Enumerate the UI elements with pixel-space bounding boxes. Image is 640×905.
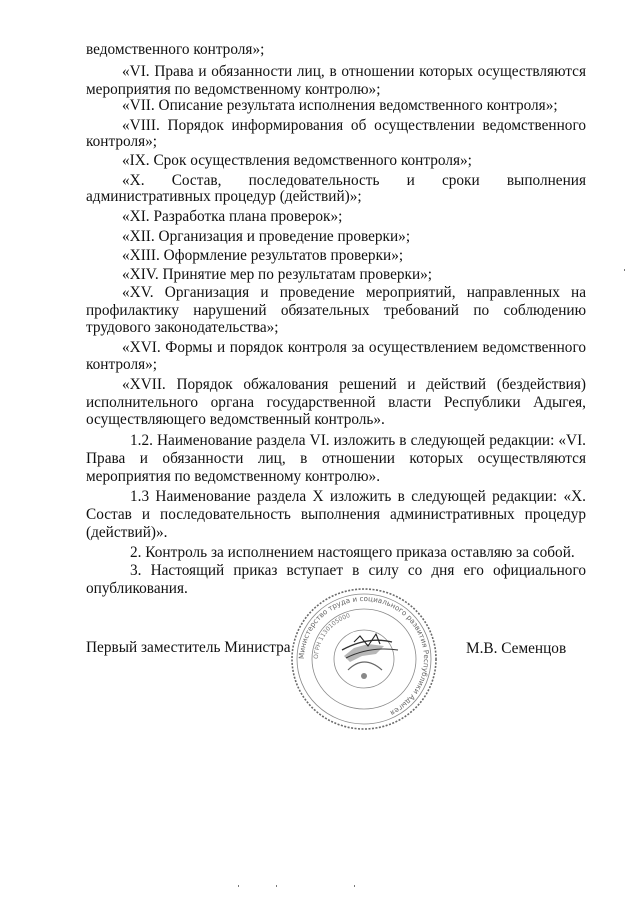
text-line: осуществляющего ведомственный контроль». [86, 411, 385, 428]
text-line: «XVI. Формы и порядок контроля за осуществлением ведомственного [122, 339, 586, 356]
text-line: мероприятия по ведомственному контролю». [86, 468, 381, 485]
scan-speck [624, 269, 625, 271]
text-line: Права и обязанности лиц, в отношении которых осуществляются [86, 450, 586, 467]
scan-speck [276, 885, 277, 887]
text-line: ведомственного контроля»; [86, 41, 265, 58]
official-seal [288, 584, 440, 734]
scan-speck [238, 885, 239, 887]
text-line: «IX. Срок осуществления ведомственного контроля»; [122, 152, 472, 169]
text-line: «XIII. Оформление результатов проверки»; [122, 247, 404, 264]
text-line: контроля»; [86, 133, 158, 150]
text-line: «X. Состав, последовательность и сроки выполнения [122, 172, 586, 189]
text-line: «XVII. Порядок обжалования решений и действий (бездействия) [122, 376, 586, 393]
text-line: «VIII. Порядок информирования об осуществлении ведомственного [122, 117, 586, 134]
text-line: мероприятия по ведомственному контролю»; [86, 81, 381, 98]
text-line: (действий)». [86, 524, 168, 541]
text-line: административных процедур (действий)»; [86, 188, 362, 205]
scan-speck [354, 885, 355, 887]
signatory-name: М.В. Семенцов [466, 640, 567, 657]
text-line: «XII. Организация и проведение проверки»; [122, 228, 411, 245]
text-line: контроля»; [86, 356, 158, 373]
text-line: «XV. Организация и проведение мероприятий, направленных на [122, 284, 586, 301]
text-line: профилактику нарушений обязательных требований по соблюдению [86, 302, 586, 319]
text-line: Состав и последовательность выполнения административных процедур [86, 506, 586, 523]
signatory-position: Первый заместитель Министра [86, 639, 291, 656]
seal-ogrn: ОГРН 1130105000 [312, 612, 352, 660]
text-line: «VI. Права и обязанности лиц, в отношении которых осуществляются [122, 63, 586, 80]
seal-graphic [288, 584, 440, 734]
text-line: «XI. Разработка плана проверок»; [122, 208, 343, 225]
text-line: 2. Контроль за исполнением настоящего приказа оставляю за собой. [130, 544, 575, 561]
text-line: 3. Настоящий приказ вступает в силу со дня его официального [130, 562, 586, 579]
text-line: опубликования. [86, 580, 188, 597]
text-line: трудового законодательства»; [86, 319, 279, 336]
text-line: «VII. Описание результата исполнения ведомственного контроля»; [122, 97, 558, 114]
seal-text: Министерство труда и социального развития Республики Адыгея [296, 593, 432, 718]
text-line: исполнительного органа государственной власти Республики Адыгея, [86, 394, 586, 411]
text-line: 1.2. Наименование раздела VI. изложить в следующей редакции: «VI. [130, 432, 586, 449]
text-line: «XIV. Принятие мер по результатам проверки»; [122, 266, 433, 283]
text-line: 1.3 Наименование раздела X изложить в следующей редакции: «X. [130, 488, 586, 505]
